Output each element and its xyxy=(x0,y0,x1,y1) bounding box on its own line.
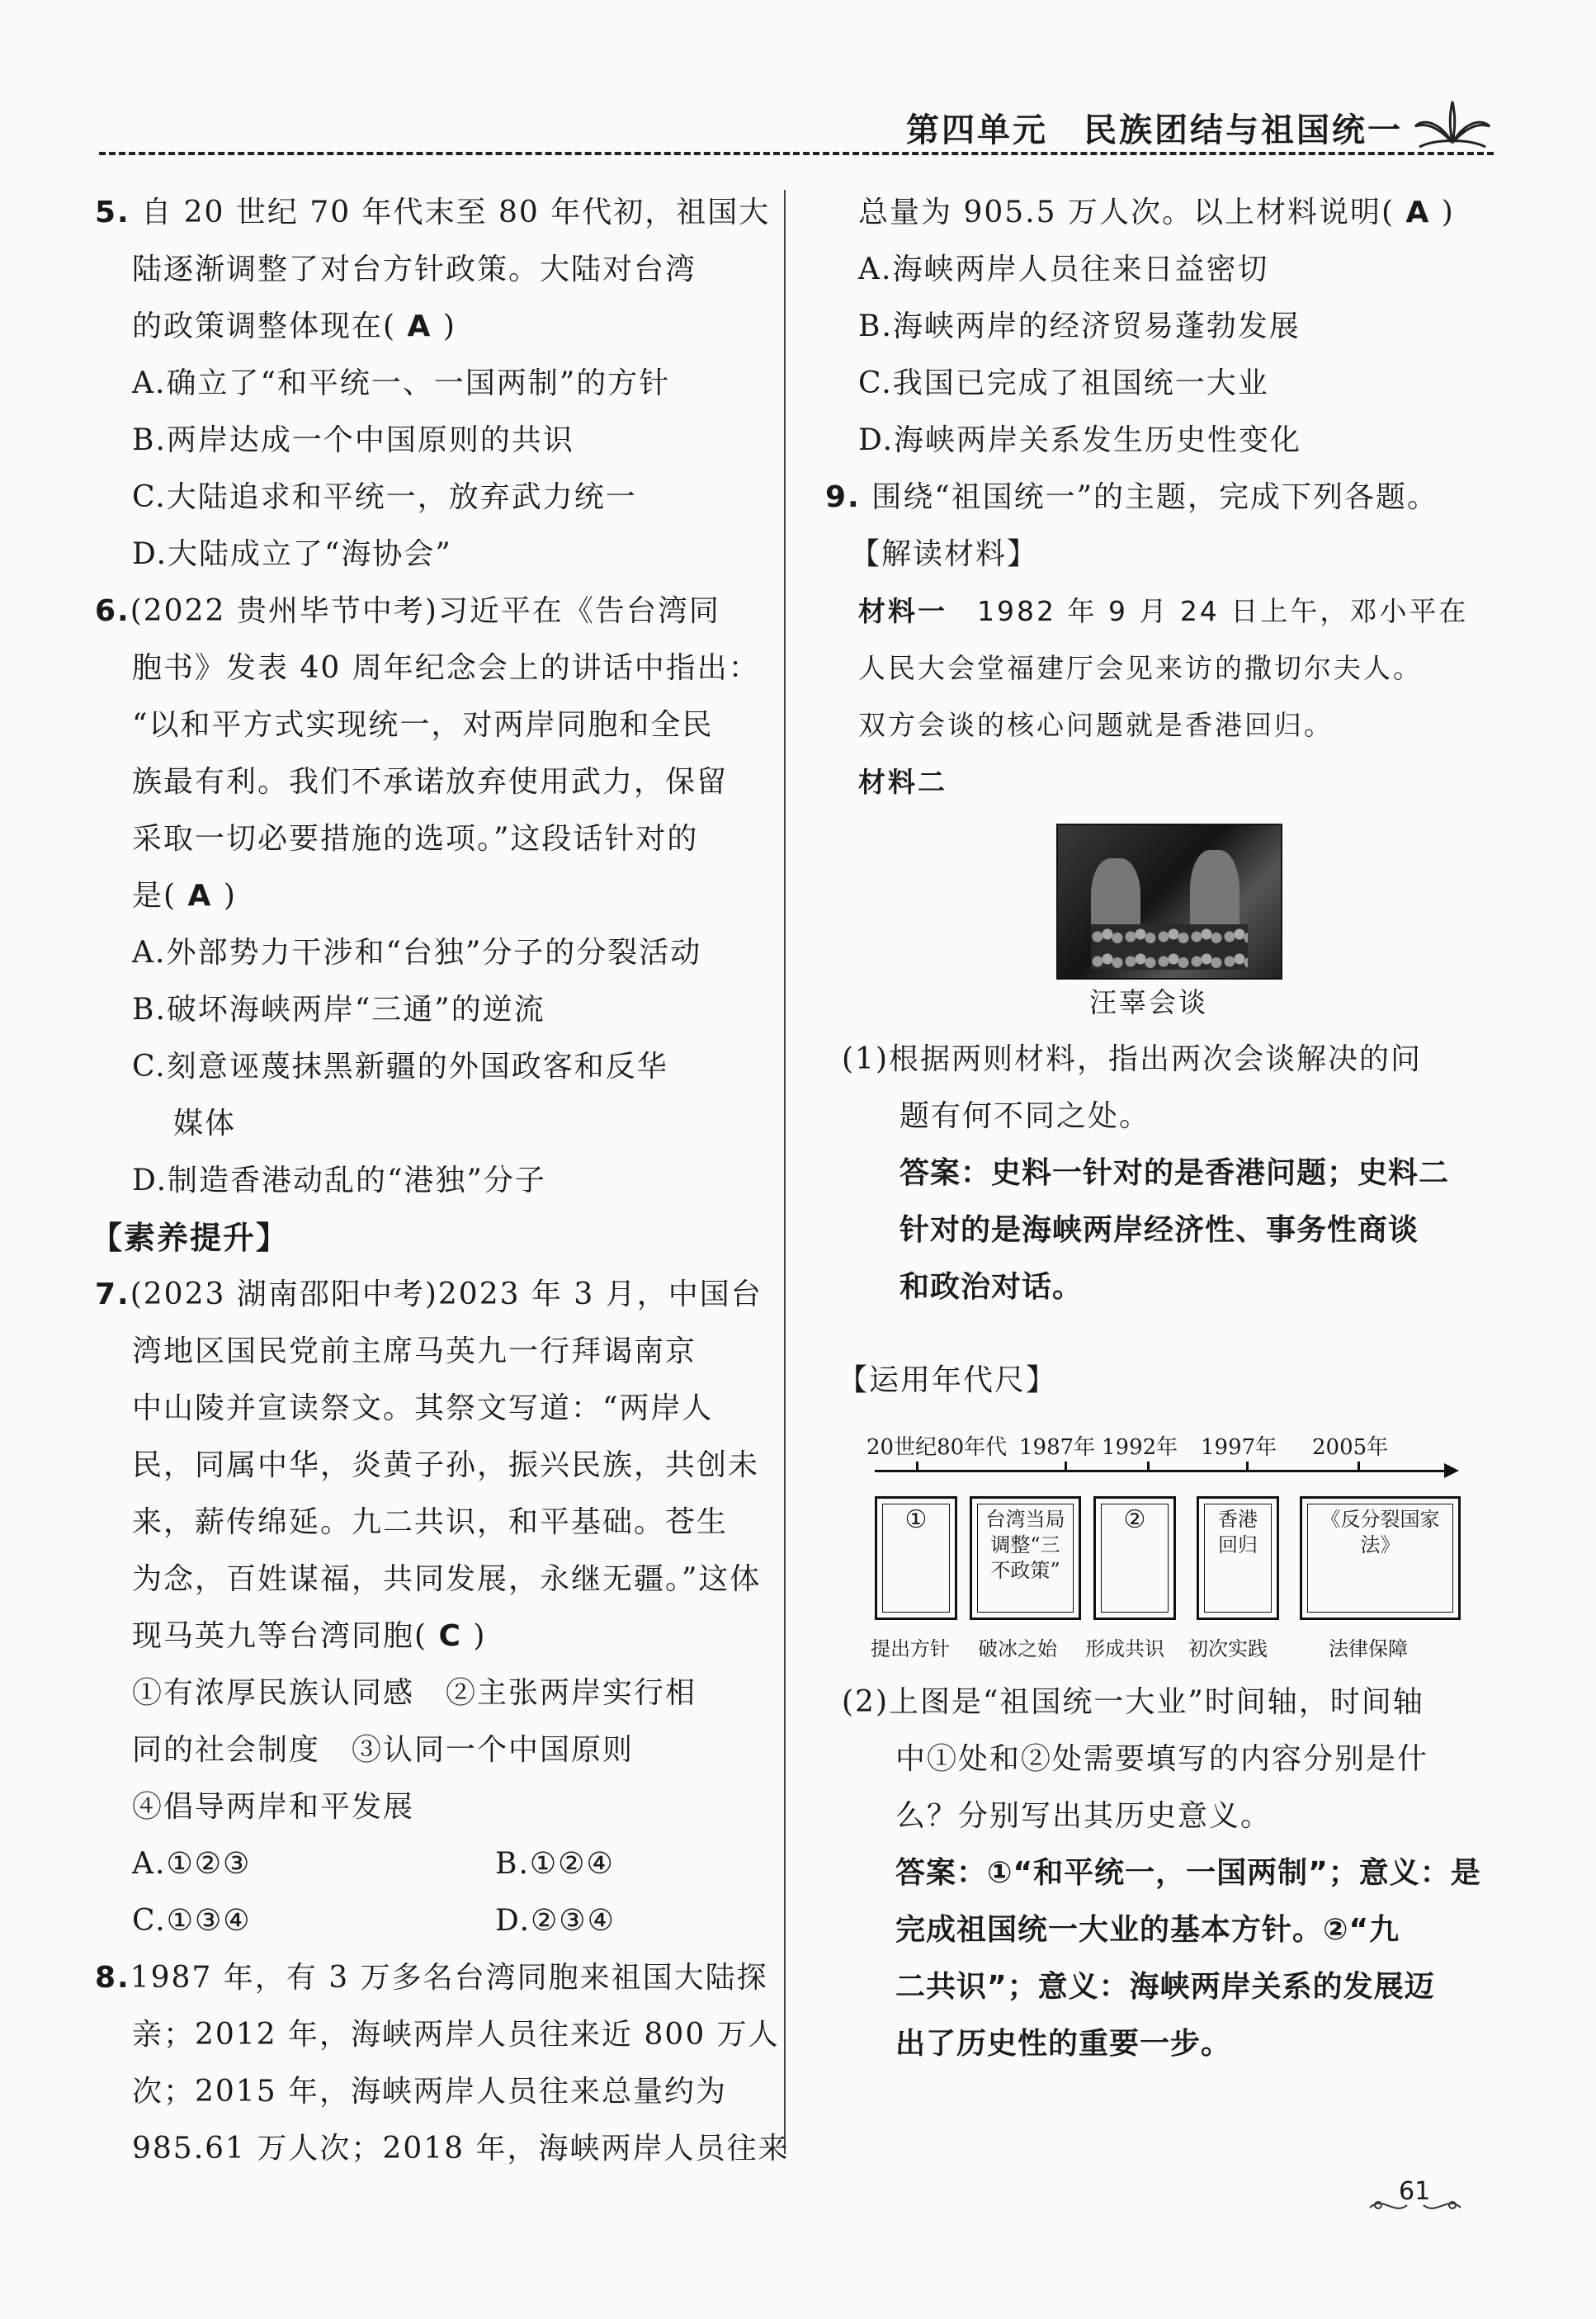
timeline-caption-5: 法律保障 xyxy=(1329,1637,1408,1660)
q9-intro: 围绕“祖国统一”的主题，完成下列各题。 xyxy=(871,480,1438,514)
q8-option-a: A.海峡两岸人员往来日益密切 xyxy=(858,253,1269,286)
q8-answer: A xyxy=(1405,196,1431,229)
q8-text: 1987 年，有 3 万多名台湾同胞来祖国大陆探 xyxy=(130,1961,768,1995)
timeline-tick xyxy=(1065,1462,1067,1471)
material-1-line-1 xyxy=(858,591,1468,632)
q7-option-b: B.①②④ xyxy=(495,1847,615,1881)
q7-text: (2023 湖南邵阳中考)2023 年 3 月，中国台 xyxy=(130,1278,763,1311)
timeline-year-5: 2005年 xyxy=(1312,1435,1389,1460)
q6-line-2: 胞书》发表 40 周年纪念会上的讲话中指出： xyxy=(132,651,760,685)
q7-line-7 xyxy=(132,1616,486,1657)
timeline-tick xyxy=(1358,1462,1360,1471)
material-1-label: 材料一 xyxy=(858,595,947,627)
q5-number: 5. xyxy=(95,196,130,229)
q8-number: 8. xyxy=(95,1961,130,1995)
timeline-box-2 xyxy=(970,1496,1081,1620)
q7-option-a: A.①②③ xyxy=(132,1847,252,1881)
timeline xyxy=(866,1430,1461,1678)
page-number: 61 xyxy=(1399,2177,1431,2206)
q8-stem-end: 总量为 905.5 万人次。以上材料说明( xyxy=(858,196,1395,229)
timeline-box-3-text: ② xyxy=(1123,1505,1146,1534)
q7-option-d: D.②③④ xyxy=(495,1904,616,1938)
q6-line-1 xyxy=(95,591,720,632)
timeline-box-5 xyxy=(1300,1496,1461,1620)
material-1-text: 1982 年 9 月 24 日上午，邓小平在 xyxy=(977,595,1469,627)
timeline-box-4 xyxy=(1197,1496,1279,1620)
q6-number: 6. xyxy=(95,594,130,628)
q5-answer: A xyxy=(407,309,432,343)
material-1-line-3: 双方会谈的核心问题就是香港回归。 xyxy=(858,709,1334,741)
q6-stem-end: 是( xyxy=(132,879,177,913)
q8-option-d: D.海峡两岸关系发生历史性变化 xyxy=(858,423,1302,457)
q9-sub2-answer-3: 二共识”；意义：海峡两岸关系的发展迈 xyxy=(895,1970,1435,2004)
q5-text: 自 20 世纪 70 年代末至 80 年代初，祖国大 xyxy=(141,196,771,229)
q6-option-c-cont: 媒体 xyxy=(173,1107,237,1141)
photo-flowers xyxy=(1091,924,1248,970)
read-material-heading: 【解读材料】 xyxy=(850,537,1039,571)
q9-sub1-answer-3: 和政治对话。 xyxy=(900,1270,1084,1304)
timeline-year-2: 1987年 xyxy=(1019,1435,1096,1460)
timeline-caption-1: 提出方针 xyxy=(871,1637,950,1660)
q9-sub1-answer-2: 针对的是海峡两岸经济性、事务性商谈 xyxy=(900,1213,1419,1247)
q7-number: 7. xyxy=(95,1278,130,1311)
q5-option-d: D.大陆成立了“海协会” xyxy=(132,537,452,571)
timeline-year-3: 1992年 xyxy=(1102,1435,1178,1460)
q9-sub2-answer-1: 答案：①“和平统一，一国两制”；意义：是 xyxy=(895,1856,1481,1890)
timeline-tick xyxy=(1147,1462,1150,1471)
q8-line-2: 亲；2012 年，海峡两岸人员往来近 800 万人 xyxy=(132,2018,780,2052)
column-divider xyxy=(784,190,786,2154)
q6-line-3: “以和平方式实现统一，对两岸同胞和全民 xyxy=(132,708,714,742)
timeline-year-1: 20世纪80年代 xyxy=(866,1435,1008,1460)
timeline-box-3 xyxy=(1093,1496,1176,1620)
leaf-ornament-icon xyxy=(1411,97,1494,155)
q7-line-1 xyxy=(95,1274,763,1315)
q6-option-b: B.破坏海峡两岸“三通”的逆流 xyxy=(132,993,545,1027)
q9-sub2-answer-2: 完成祖国统一大业的基本方针。②“九 xyxy=(895,1913,1400,1947)
q9-sub2-line-1: (2)上图是“祖国统一大业”时间轴，时间轴 xyxy=(842,1685,1424,1719)
q7-line-3: 中山陵并宣读祭文。其祭文写道：“两岸人 xyxy=(132,1391,714,1425)
timeline-box-1-text: ① xyxy=(904,1505,928,1534)
q6-line-6 xyxy=(132,876,237,917)
timeline-tick xyxy=(916,1462,918,1471)
q6-answer: A xyxy=(187,879,213,913)
q5-option-a: A.确立了“和平统一、一国两制”的方针 xyxy=(132,366,671,400)
timeline-box-1 xyxy=(875,1496,957,1620)
timeline-caption-2: 破冰之始 xyxy=(978,1637,1057,1660)
timeline-box-4-text: 香港回归 xyxy=(1218,1508,1258,1556)
q5-option-b: B.两岸达成一个中国原则的共识 xyxy=(132,423,574,457)
q5-line-3 xyxy=(132,306,456,347)
timeline-year-4: 1997年 xyxy=(1201,1435,1277,1460)
q9-sub1-line-2: 题有何不同之处。 xyxy=(900,1099,1151,1133)
q5-line-2: 陆逐渐调整了对台方针政策。大陆对台湾 xyxy=(132,253,697,286)
q9-sub1-answer-1: 答案：史料一针对的是香港问题；史料二 xyxy=(900,1156,1450,1190)
q5-close: ) xyxy=(442,309,456,343)
q6-option-d: D.制造香港动乱的“港独”分子 xyxy=(132,1164,546,1197)
section-heading: 【素养提升】 xyxy=(91,1220,290,1256)
q5-line-1 xyxy=(95,192,770,234)
q7-line-5: 来，薪传绵延。九二共识，和平基础。苍生 xyxy=(132,1505,729,1539)
q7-option-c: C.①③④ xyxy=(132,1904,252,1938)
q6-line-4: 族最有利。我们不承诺放弃使用武力，保留 xyxy=(132,765,729,799)
q8-cont-line-1 xyxy=(858,192,1455,234)
timeline-tick xyxy=(1246,1462,1249,1471)
timeline-caption-4: 初次实践 xyxy=(1188,1637,1268,1660)
q7-close: ) xyxy=(473,1619,487,1653)
page-header xyxy=(99,97,1494,163)
q7-line-6: 为念，百姓谋福，共同发展，永继无疆。”这体 xyxy=(132,1562,762,1596)
q7-stem-end: 现马英九等台湾同胞( xyxy=(132,1619,428,1653)
q7-line-4: 民，同属中华，炎黄子孙，振兴民族，共创未 xyxy=(132,1448,760,1482)
material-1-line-2: 人民大会堂福建厅会见来访的撒切尔夫人。 xyxy=(858,652,1423,684)
q7-line-2: 湾地区国民党前主席马英九一行拜谒南京 xyxy=(132,1334,697,1368)
q8-line-3: 次；2015 年，海峡两岸人员往来总量约为 xyxy=(132,2075,728,2109)
q9-sub2-line-3: 么？分别写出其历史意义。 xyxy=(895,1799,1273,1833)
q6-text: (2022 贵州毕节中考)习近平在《告台湾同 xyxy=(130,594,720,628)
q5-stem-end: 的政策调整体现在( xyxy=(132,309,397,343)
timeline-box-2-text: 台湾当局调整“三不政策” xyxy=(985,1508,1065,1582)
q8-option-c: C.我国已完成了祖国统一大业 xyxy=(858,366,1269,400)
timeline-box-5-text: 《反分裂国家法》 xyxy=(1320,1508,1440,1556)
q7-statement-3: ④倡导两岸和平发展 xyxy=(132,1790,415,1824)
photo-caption: 汪辜会谈 xyxy=(1089,986,1208,1018)
q8-option-b: B.海峡两岸的经济贸易蓬勃发展 xyxy=(858,309,1301,343)
q5-option-c: C.大陆追求和平统一，放弃武力统一 xyxy=(132,480,637,514)
q9-sub1-line-1: (1)根据两则材料，指出两次会谈解决的问 xyxy=(842,1042,1422,1076)
q8-line-4: 985.61 万人次；2018 年，海峡两岸人员往来 xyxy=(132,2132,790,2166)
q8-line-1 xyxy=(95,1958,768,1999)
wang-gu-talks-photo xyxy=(1056,824,1282,980)
unit-title: 第四单元 民族团结与祖国统一 xyxy=(906,111,1403,149)
q7-statement-1: ①有浓厚民族认同感 ②主张两岸实行相 xyxy=(132,1676,697,1710)
q9-line-1 xyxy=(825,477,1438,518)
timeline-caption-3: 形成共识 xyxy=(1085,1637,1164,1660)
timeline-heading: 【运用年代尺】 xyxy=(838,1363,1058,1397)
q6-close: ) xyxy=(223,879,237,913)
material-2-label: 材料二 xyxy=(858,766,947,798)
timeline-arrow-icon xyxy=(1444,1463,1459,1478)
header-dashed-rule xyxy=(99,152,1494,155)
q9-sub2-answer-4: 出了历史性的重要一步。 xyxy=(895,2027,1232,2061)
timeline-axis xyxy=(875,1470,1448,1472)
q7-answer: C xyxy=(438,1619,462,1653)
q6-option-c: C.刻意诬蔑抹黑新疆的外国政客和反华 xyxy=(132,1050,668,1084)
q9-number: 9. xyxy=(825,480,861,514)
q9-sub2-line-2: 中①处和②处需要填写的内容分别是什 xyxy=(895,1742,1429,1776)
q6-line-5: 采取一切必要措施的选项。”这段话针对的 xyxy=(132,822,699,856)
q8-close: ) xyxy=(1441,196,1455,229)
q6-option-a: A.外部势力干涉和“台独”分子的分裂活动 xyxy=(132,936,702,970)
q7-statement-2: 同的社会制度 ③认同一个中国原则 xyxy=(132,1733,635,1767)
